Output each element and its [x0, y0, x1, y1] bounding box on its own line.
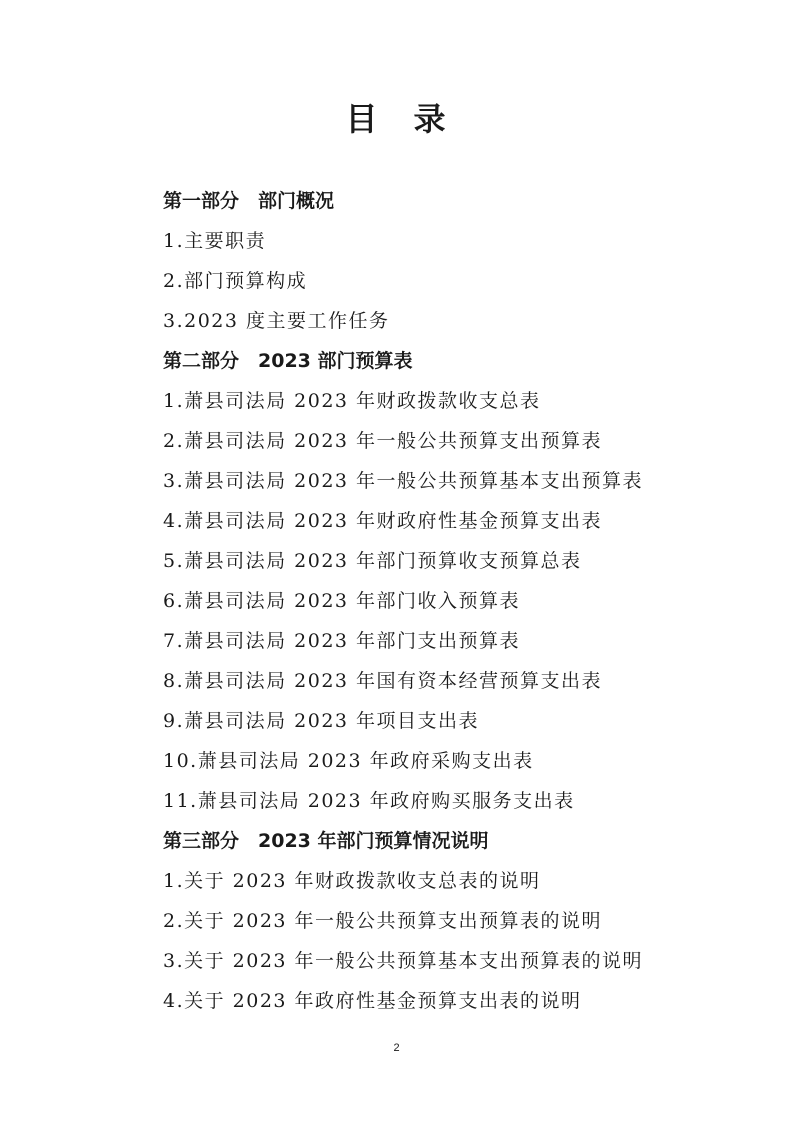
- table-of-contents: [163, 181, 763, 1021]
- toc-section-heading: 第三部分 2023 年部门预算情况说明: [163, 830, 489, 852]
- toc-entry: 1.关于 2023 年财政拨款收支总表的说明: [163, 870, 541, 892]
- toc-entry: 7.萧县司法局 2023 年部门支出预算表: [163, 630, 521, 652]
- toc-section-heading: 第一部分 部门概况: [163, 190, 335, 212]
- toc-entry: 10.萧县司法局 2023 年政府采购支出表: [163, 750, 534, 772]
- toc-entry: 4.关于 2023 年政府性基金预算支出表的说明: [163, 990, 582, 1012]
- toc-entry: 6.萧县司法局 2023 年部门收入预算表: [163, 590, 521, 612]
- toc-entry: 3.2023 度主要工作任务: [163, 310, 390, 332]
- toc-entry: 2.萧县司法局 2023 年一般公共预算支出预算表: [163, 430, 603, 452]
- toc-entry: 11.萧县司法局 2023 年政府购买服务支出表: [163, 790, 575, 812]
- page-number: 2: [393, 1042, 400, 1054]
- toc-entry: 9.萧县司法局 2023 年项目支出表: [163, 710, 480, 732]
- toc-entry: 5.萧县司法局 2023 年部门预算收支预算总表: [163, 550, 582, 572]
- page-title: 目 录: [345, 100, 448, 138]
- toc-section-heading: 第二部分 2023 部门预算表: [163, 350, 413, 372]
- toc-entry: 2.关于 2023 年一般公共预算支出预算表的说明: [163, 910, 603, 932]
- toc-entry: 8.萧县司法局 2023 年国有资本经营预算支出表: [163, 670, 603, 692]
- toc-entry: 3.萧县司法局 2023 年一般公共预算基本支出预算表: [163, 470, 644, 492]
- toc-entry: 3.关于 2023 年一般公共预算基本支出预算表的说明: [163, 950, 644, 972]
- toc-entry: 4.萧县司法局 2023 年财政府性基金预算支出表: [163, 510, 603, 532]
- toc-entry: 1.主要职责: [163, 230, 267, 252]
- toc-entry: 1.萧县司法局 2023 年财政拨款收支总表: [163, 390, 541, 412]
- toc-entry: 2.部门预算构成: [163, 270, 308, 292]
